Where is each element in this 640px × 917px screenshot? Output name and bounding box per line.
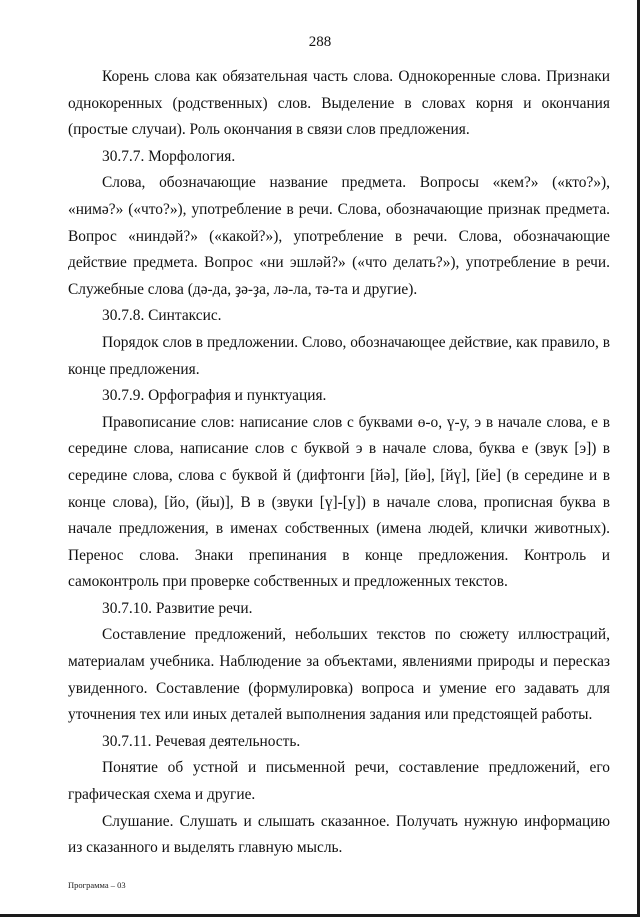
paragraph-speech-activity: Понятие об устной и письменной речи, составление предложений, его графическая схема и другие. xyxy=(68,759,610,804)
paragraph-root-of-word: Корень слова как обязательная часть слова. Однокоренные слова. Признаки однокоренных (родственных) слов. Выделение в словах корня и окончания (простые случаи). Роль окончания в связи слов предложения. xyxy=(68,68,610,139)
heading-morphology: 30.7.7. Морфология. xyxy=(102,147,236,165)
heading-syntax: 30.7.8. Синтаксис. xyxy=(102,307,222,325)
heading-speech-activity: 30.7.11. Речевая деятельность. xyxy=(102,732,301,750)
paragraph-speech-development: Составление предложений, небольших текстов по сюжету иллюстраций, материалам учебника. Наблюдение за объектами, явлениями природы и пересказ увиденного. Составление (формулировка) вопроса и умение его задавать для уточнения тех или иных деталей выполнения задания или предстоящей работы. xyxy=(68,626,610,724)
paragraph-listening: Слушание. Слушать и слышать сказанное. Получать нужную информацию из сказанного и выделять главную мысль. xyxy=(68,812,610,857)
body-text xyxy=(68,64,610,862)
paragraph-orthography: Правописание слов: написание слов с буквами ө-о, ү-у, э в начале слова, е в середине слова, написание слов с буквой э в начале слова, буква е (звук [э]) в середине слова, слова с буквой й (дифтонги [йә], [йө], [йү], [йе] (в середине и в конце слова), [йо, (йы)], В в (звуки [ү]-[у]) в начале слова, прописная буква в начале предложения, в именах собственных (имена людей, клички животных). Перенос слова. Знаки препинания в конце предложения. Контроль и самоконтроль при проверке собственных и предложенных текстов. xyxy=(68,413,610,591)
paragraph-syntax: Порядок слов в предложении. Слово, обозначающее действие, как правило, в конце предложения. xyxy=(68,333,610,378)
heading-orthography: 30.7.9. Орфография и пунктуация. xyxy=(102,387,327,405)
page-number: 288 xyxy=(308,34,332,50)
heading-speech-development: 30.7.10. Развитие речи. xyxy=(102,599,253,617)
paragraph-morphology: Слова, обозначающие название предмета. Вопросы «кем?» («кто?»), «нимә?» («что?»), употребление в речи. Слова, обозначающие признак предмета. Вопрос «ниндәй?» («какой?»), употребление в речи. Слова, обозначающие действие предмета. Вопрос «ни эшләй?» («что делать?»), употребление в речи. Служебные слова (дә-да, ҙә-ҙа, лә-ла, тә-та и другие). xyxy=(68,174,610,298)
footer-program-label: Программа – 03 xyxy=(68,880,126,890)
